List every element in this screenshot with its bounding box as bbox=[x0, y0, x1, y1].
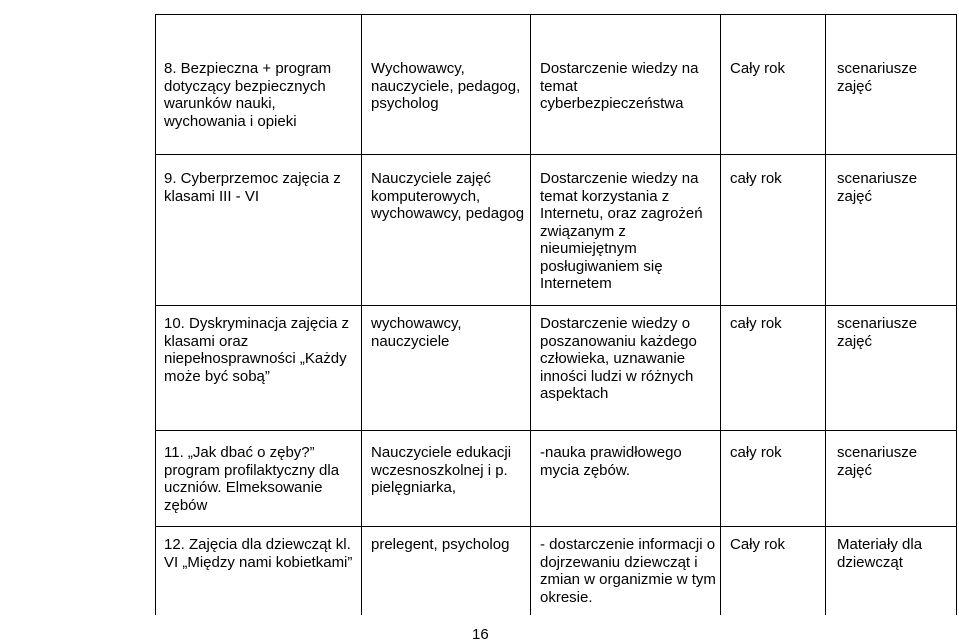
row-10-responsible: wychowawcy, nauczyciele bbox=[371, 315, 462, 350]
page-number: 16 bbox=[472, 626, 489, 643]
row-10-program: 10. Dyskryminacja zajęcia z klasami oraz niepełnosprawności „Każdy może być sobą” bbox=[164, 315, 350, 385]
row-12-program: 12. Zajęcia dla dziewcząt kl. VI „Między nami kobietkami” bbox=[164, 536, 353, 571]
row-11-goal: -nauka prawidłowego mycia zębów. bbox=[540, 444, 682, 479]
row-11-term: cały rok bbox=[730, 444, 782, 461]
row-9-term: cały rok bbox=[730, 170, 782, 187]
row-11-materials: scenariusze zajęć bbox=[837, 444, 918, 479]
row-10-materials: scenariusze zajęć bbox=[837, 315, 918, 350]
row-9-goal: Dostarczenie wiedzy na temat korzystania z Internetu, oraz zagrożeń związanym z nieumiejętnym posługiwaniem się Internetem bbox=[540, 170, 703, 292]
row-8-goal: Dostarczenie wiedzy na temat cyberbezpieczeństwa bbox=[540, 60, 699, 112]
row-10-goal: Dostarczenie wiedzy o poszanowaniu każdego człowieka, uznawanie inności ludzi w różnych aspektach bbox=[540, 315, 697, 402]
row-9-program: 9. Cyberprzemoc zajęcia z klasami III - VI bbox=[164, 170, 341, 205]
row-8-term: Cały rok bbox=[730, 60, 786, 77]
row-12-responsible: prelegent, psycholog bbox=[371, 536, 510, 553]
row-8-materials: scenariusze zajęć bbox=[837, 60, 918, 95]
row-11-responsible: Nauczyciele edukacji wczesnoszkolnej i p. pielęgniarka, bbox=[371, 444, 512, 496]
row-8-responsible: Wychowawcy, nauczyciele, pedagog, psycholog bbox=[371, 60, 521, 112]
row-8-program: 8. Bezpieczna + program dotyczący bezpiecznych warunków nauki, wychowania i opieki bbox=[164, 60, 332, 130]
row-12-goal: - dostarczenie informacji o dojrzewaniu dziewcząt i zmian w organizmie w tym okresie. bbox=[540, 536, 716, 606]
row-9-responsible: Nauczyciele zajęć komputerowych, wychowawcy, pedagog bbox=[371, 170, 525, 222]
row-12-term: Cały rok bbox=[730, 536, 786, 553]
row-9-materials: scenariusze zajęć bbox=[837, 170, 918, 205]
row-10-term: cały rok bbox=[730, 315, 782, 332]
row-12-materials: Materiały dla dziewcząt bbox=[837, 536, 923, 571]
row-11-program: 11. „Jak dbać o zęby?” program profilaktyczny dla uczniów. Elmeksowanie zębów bbox=[164, 444, 340, 514]
